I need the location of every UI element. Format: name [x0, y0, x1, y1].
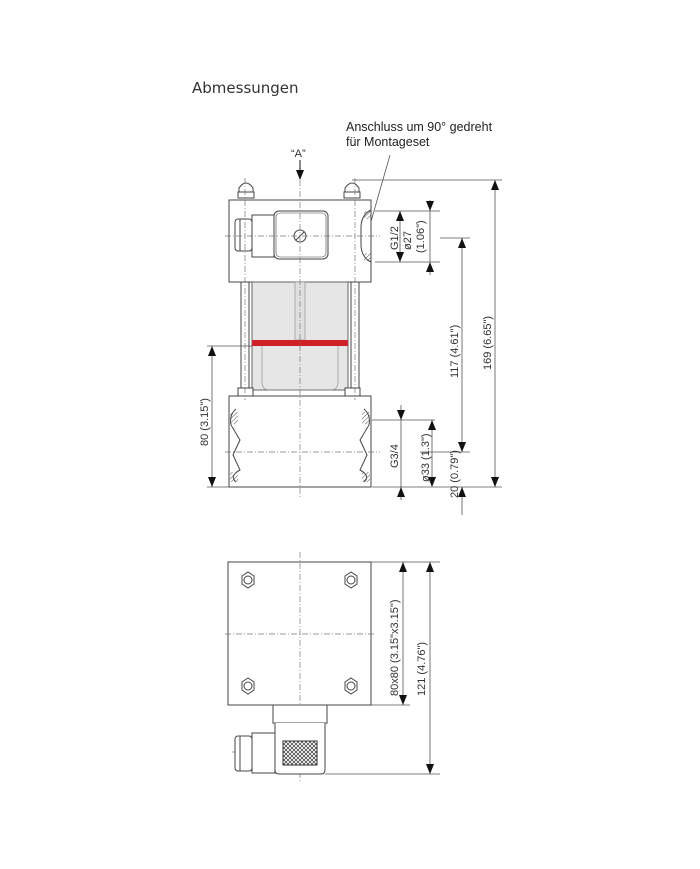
dim-height-117: 117 (4.61"): [449, 324, 461, 378]
bolt-head-tr: [345, 572, 357, 588]
dim-square-80x80: 80x80 (3.15"x3.15"): [389, 599, 401, 696]
acorn-nut-right: [344, 183, 360, 198]
bolt-head-br: [345, 678, 357, 694]
bolt-head-bl: [242, 678, 254, 694]
dim-inlet-diameter-in: (1.06"): [415, 220, 427, 253]
acorn-nut-left: [238, 183, 254, 198]
page-title: Abmessungen: [192, 79, 299, 97]
dim-inlet-diameter: ø27: [402, 231, 414, 250]
annotation-line-2: für Montageset: [346, 135, 430, 149]
dim-inlet-thread: G1/2: [389, 226, 401, 250]
dim-height-80: 80 (3.15"): [199, 398, 211, 446]
annotation-line-1: Anschluss um 90° gedreht: [346, 120, 493, 134]
dim-outlet-thread: G3/4: [389, 444, 401, 468]
dim-height-169: 169 (6.65"): [482, 315, 494, 370]
dim-height-20: 20 (0.79"): [449, 450, 461, 498]
dim-depth-121: 121 (4.76"): [416, 641, 428, 696]
connector-grip: [283, 741, 317, 765]
dim-outlet-diameter: ø33 (1.3"): [420, 433, 432, 482]
bolt-head-tl: [242, 572, 254, 588]
view-a-label: “A”: [291, 148, 306, 160]
